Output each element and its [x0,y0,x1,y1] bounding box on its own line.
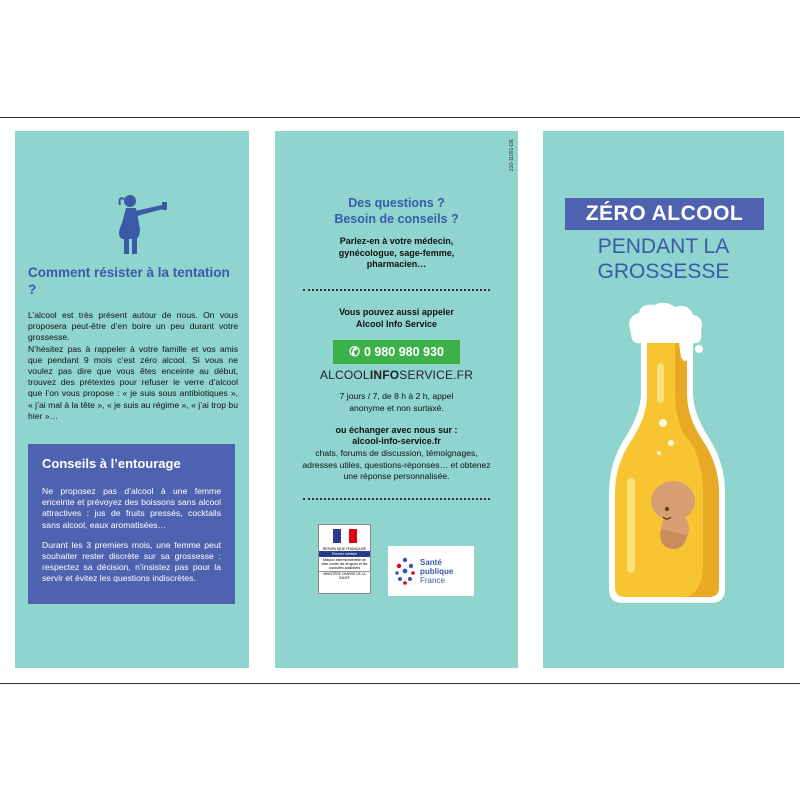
dotted-divider [303,498,490,500]
questions-title-line: Des questions ? [348,196,445,210]
cover-subtitle-line: GROSSESSE [597,260,730,283]
phone-icon: ✆ [349,344,360,359]
cover-panel [543,131,784,668]
phone-number: 0 980 980 930 [363,345,444,359]
body-paragraph: L’alcool est très présent autour de nous. On vous proposera peut-être d’en boire un peu durant votre grossesse. [28,310,238,343]
call-intro: Vous pouvez aussi appeler Alcool Info Service [339,307,454,329]
advice-box [28,444,235,604]
advice-paragraph: Ne proposez pas d’alcool à une femme enceinte et prévoyez des boissons sans alcool attractives : jus de fruits pressés, cocktails sans alcool, eaux aromatisées… [42,486,221,530]
phone-number-badge[interactable] [333,340,460,364]
body-paragraph: N’hésitez pas à rappeler à votre famille et vos amis que pendant 9 mois c’est zéro alcool. Si vous ne voulez pas dire que vous êtes enceinte au début, trouvez des prétextes pour refuser le verre d’alcool que l’on vous propose : « je suis sous antibiotiques », « j’ai mal à la tête », « je suis au régime », « j’ai trop bu hier »… [28,343,238,421]
alcool-info-service-logo: ALCOOLINFOSERVICE.FR [319,368,474,382]
advice-text: Parlez-en à votre médecin, gynécologue, sage-femme, pharmacien… [338,236,455,269]
woman-refusing-drink-icon [110,193,170,255]
reference-code: 210-11091-DE [509,139,515,172]
website-description: chats, forums de discussion, témoignages, adresses utiles, questions-réponses… et obtenez une réponse personnalisée. [302,448,491,481]
left-panel [15,131,249,668]
marianne-logo [318,524,371,594]
france-line: France [420,575,445,585]
marianne-flag-icon [333,529,357,543]
bottle-with-fetus-illustration [603,303,731,607]
cover-subtitle-line: PENDANT LA [597,235,730,258]
section-heading: Comment résister à la tentation ? [28,265,230,297]
sante-publique-logo [388,546,474,596]
website-link[interactable]: alcool-info-service.fr [352,436,441,446]
sante-publique-dots-icon [394,556,416,586]
ministry-text: MINISTÈRE CHARGÉ DE LA SANTÉ [319,571,370,580]
dotted-divider [303,289,490,291]
prime-minister-band: Premier ministre [319,551,370,557]
cover-subtitle [543,234,784,284]
mission-text: Mission interministérielle de lutte contre les drogues et les conduites addictives [321,558,368,570]
middle-panel [275,131,518,668]
section-body [28,310,238,422]
questions-title-line: Besoin de conseils ? [334,212,459,226]
hours-text: 7 jours / 7, de 8 h à 2 h, appel anonyme et non surtaxé. [339,391,454,413]
cover-title: ZÉRO ALCOOL [565,198,764,230]
exchange-intro: ou échanger avec nous sur : [335,425,458,435]
sante-line: Santé [420,557,442,567]
advice-box-title: Conseils à l’entourage [42,456,181,471]
publique-line: publique [420,566,454,576]
advice-paragraph: Durant les 3 premiers mois, une femme peut souhaiter rester discrète sur sa grossesse : respectez sa décision, n’insistez pas pour la servir et évitez les questions indiscrètes. [42,539,221,584]
republic-label: RÉPUBLIQUE FRANÇAISE [322,547,367,551]
questions-title [275,195,518,227]
